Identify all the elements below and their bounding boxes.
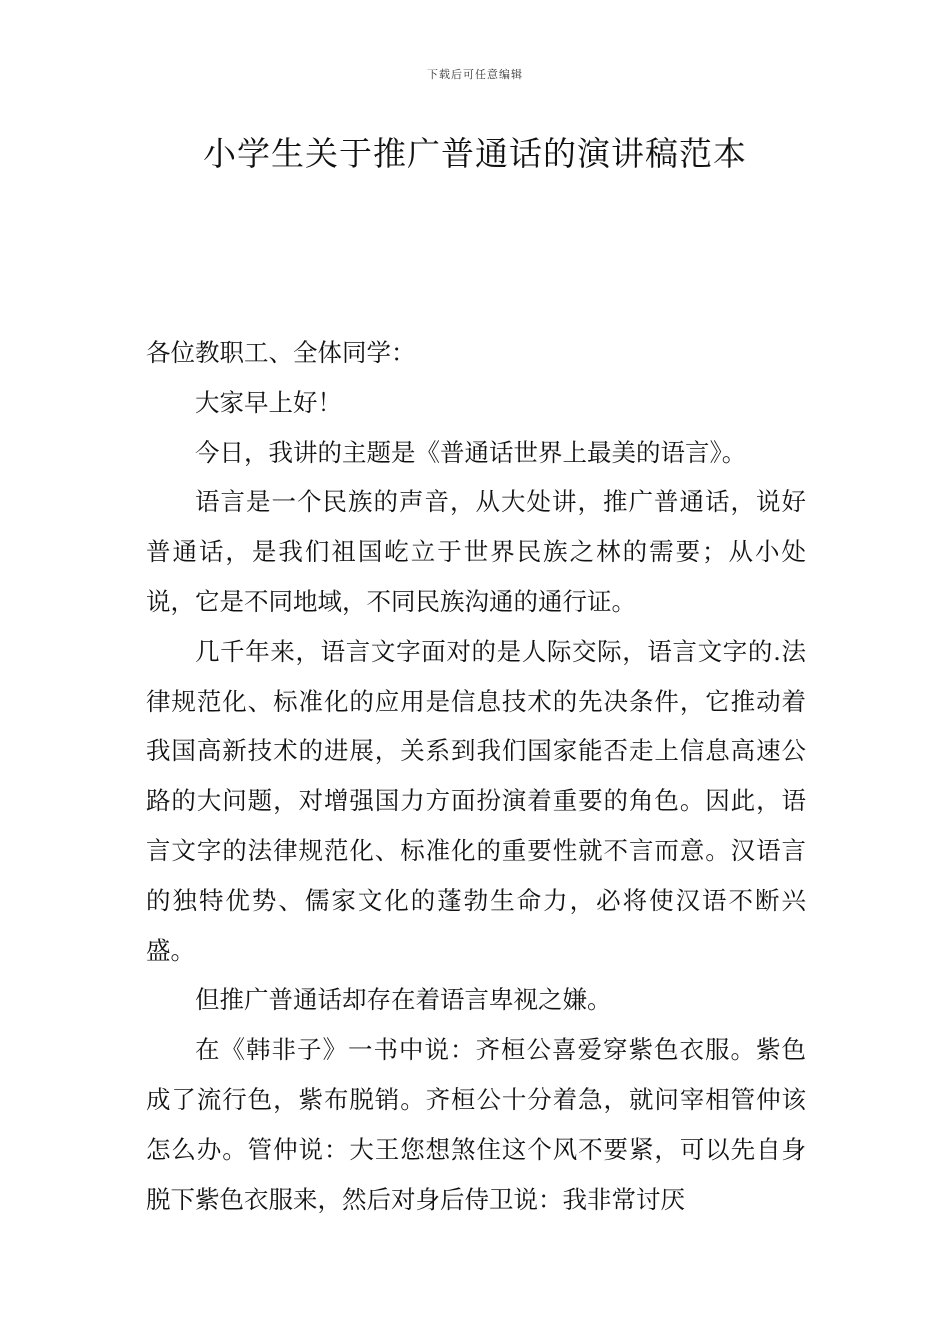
paragraph-language-importance: 语言是一个民族的声音，从大处讲，推广普通话，说好普通话，是我们祖国屹立于世界民族之林的需要；从小处说，它是不同地域，不同民族沟通的通行证。	[146, 487, 806, 616]
document-body	[146, 328, 806, 1224]
paragraph-han-feizi-story: 在《韩非子》一书中说：齐桓公喜爱穿紫色衣服。紫色成了流行色，紫布脱销。齐桓公十分着急，就问宰相管仲该怎么办。管仲说：大王您想煞住这个风不要紧，可以先自身脱下紫色衣服来，然后对身后侍卫说：我非常讨厌	[146, 1035, 806, 1214]
page-header-note: 下载后可任意编辑	[427, 68, 523, 81]
salutation: 各位教职工、全体同学：	[146, 338, 416, 367]
paragraph-greeting: 大家早上好！	[195, 387, 342, 417]
paragraph-standardization: 几千年来，语言文字面对的是人际交际，语言文字的.法律规范化、标准化的应用是信息技术的先决条件，它推动着我国高新技术的进展，关系到我们国家能否走上信息高速公路的大问题，对增强国力方面扮演着重要的角色。因此，语言文字的法律规范化、标准化的重要性就不言而意。汉语言的独特优势、儒家文化的蓬勃生命力，必将使汉语不断兴盛。	[146, 636, 806, 965]
paragraph-discrimination: 但推广普通话却存在着语言卑视之嫌。	[195, 985, 612, 1015]
document-title: 小学生关于推广普通话的演讲稿范本	[203, 134, 747, 173]
paragraph-topic: 今日，我讲的主题是《普通话世界上最美的语言》。	[195, 437, 747, 467]
